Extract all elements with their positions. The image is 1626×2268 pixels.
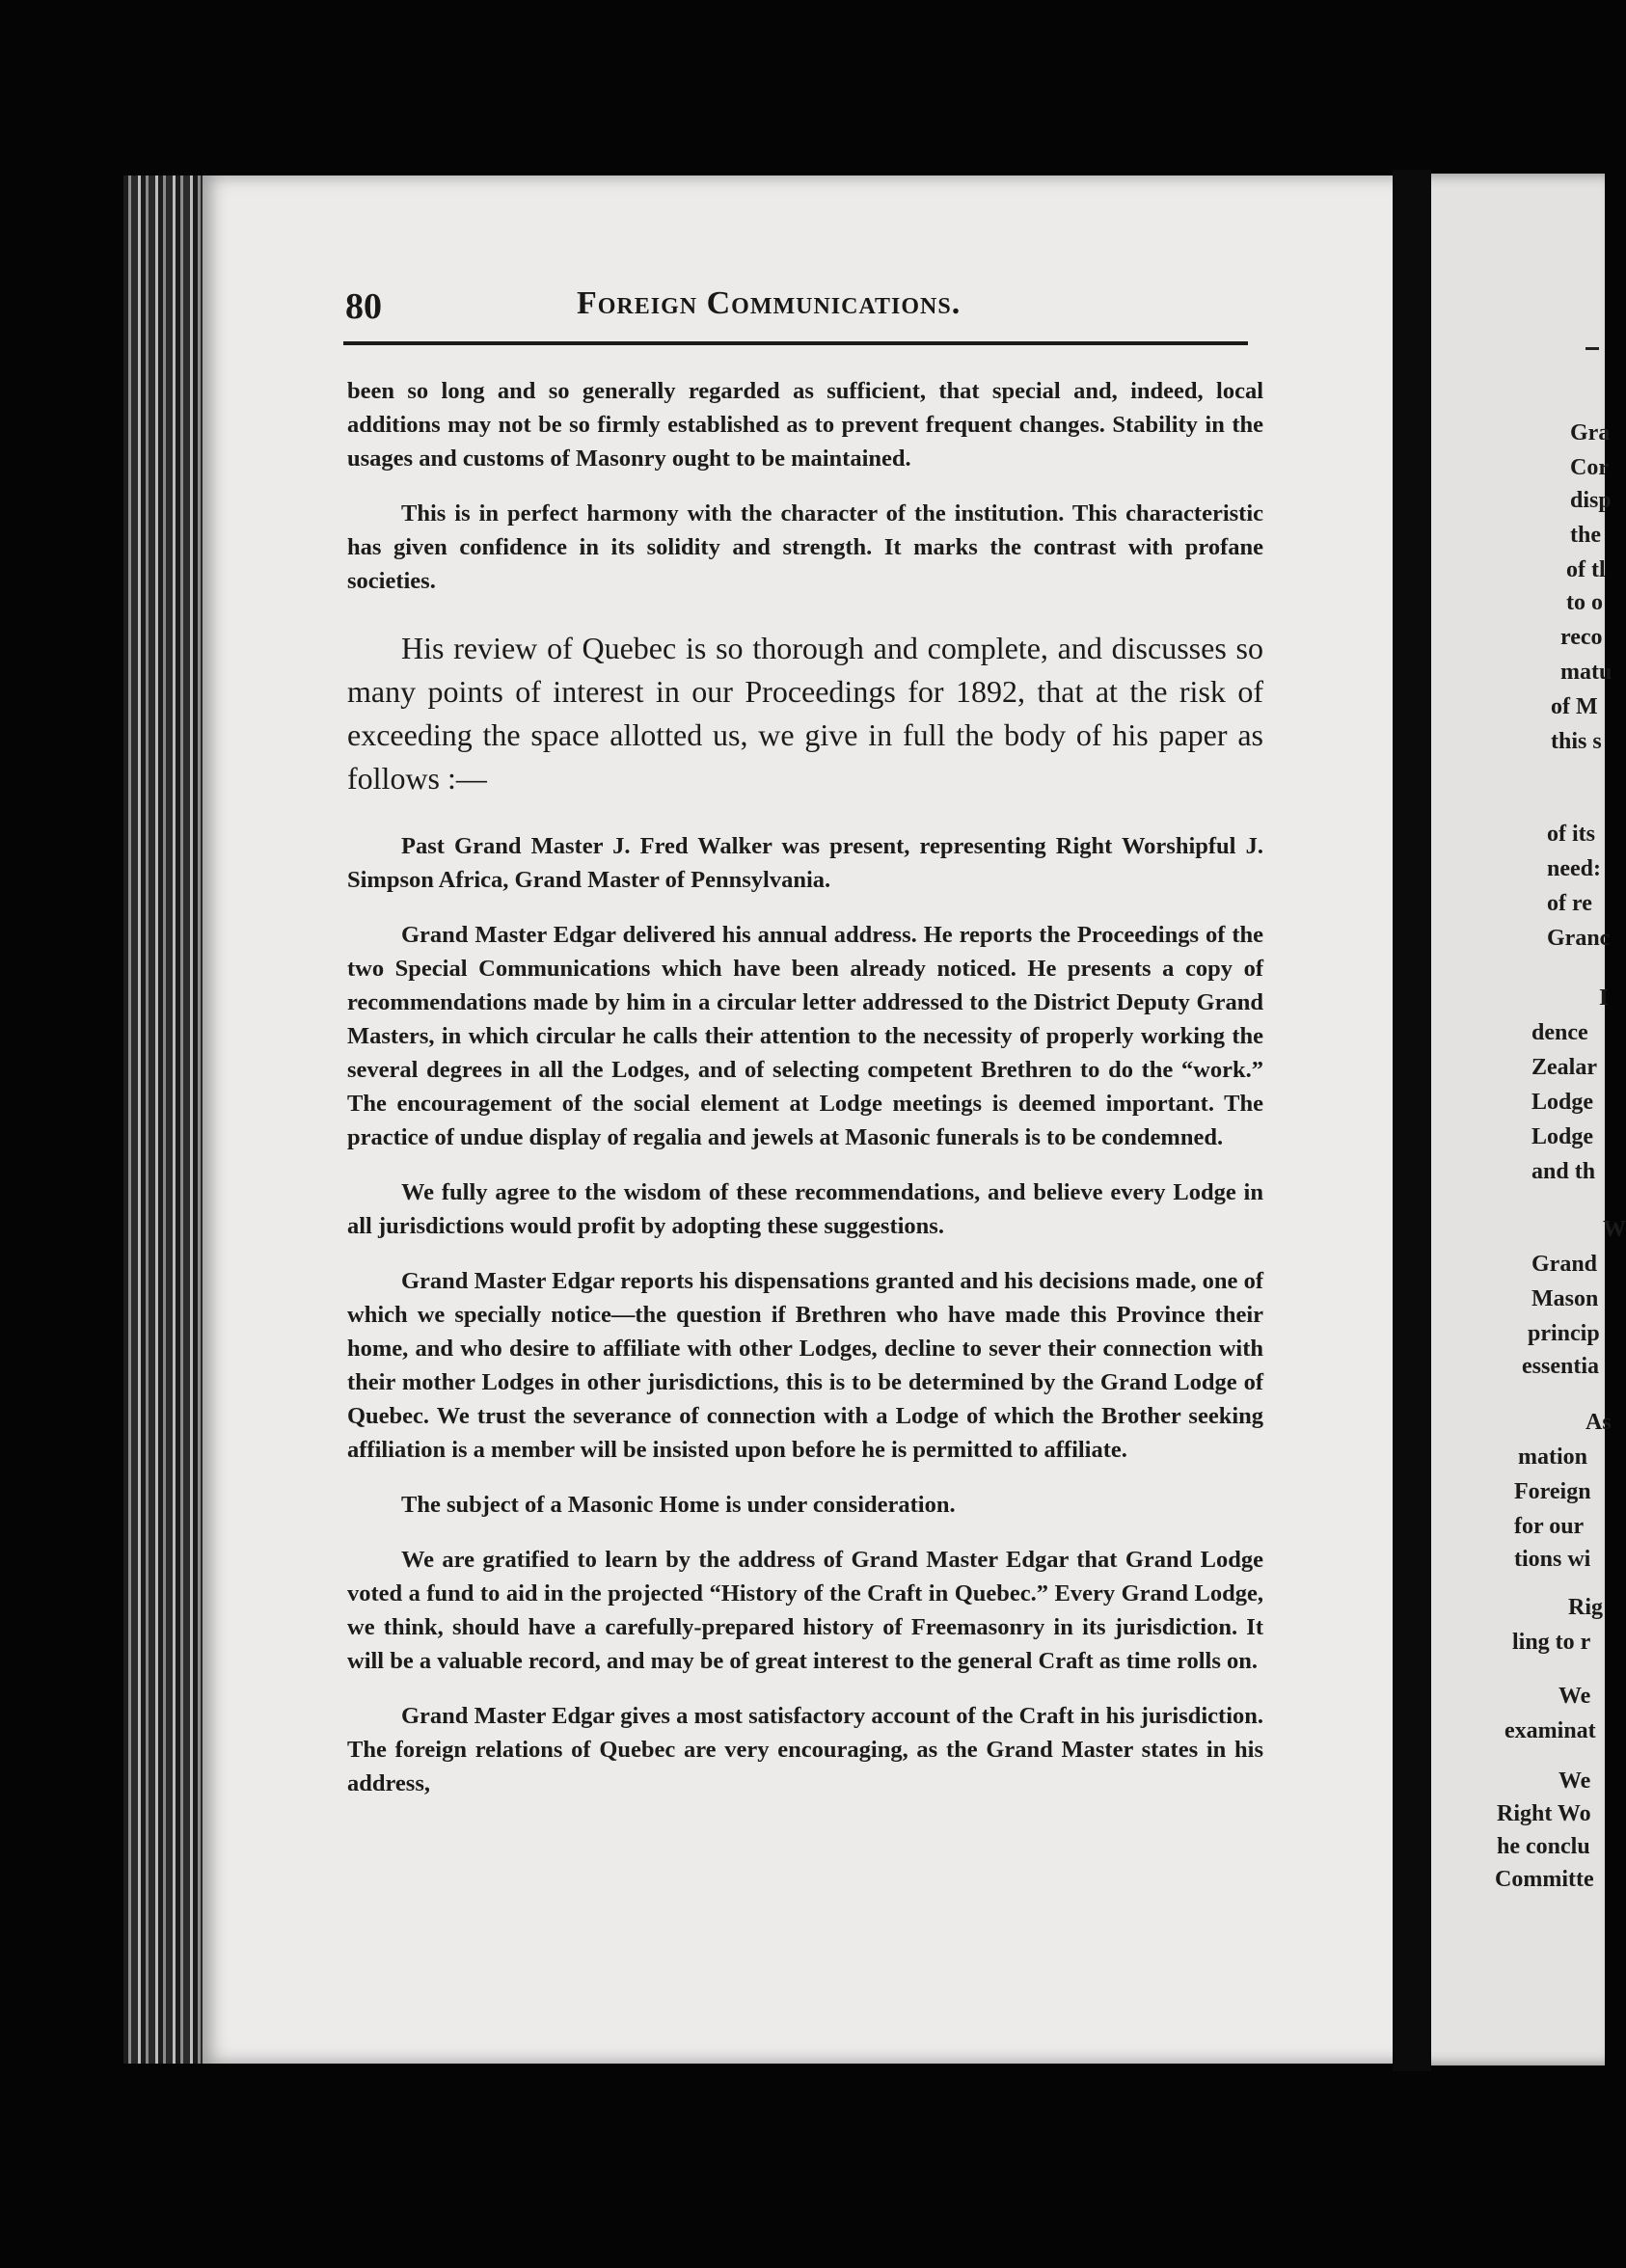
- right-page-rule-fragment: [1585, 347, 1599, 350]
- right-line: matu: [1560, 660, 1612, 685]
- right-line: to o: [1566, 590, 1603, 615]
- right-line: of re: [1547, 891, 1592, 916]
- paragraph-review-of-quebec: His review of Quebec is so thorough and complete, and discusses so many points of interest in our Proceedings for 1892, that at the risk of exceeding the space allotted us, we give in full the body of his paper as follows :—: [347, 631, 1263, 796]
- right-line: Granc: [1547, 926, 1611, 951]
- right-line: I: [1599, 986, 1609, 1011]
- right-line: examinat: [1504, 1718, 1596, 1743]
- right-line: Cor: [1570, 455, 1609, 480]
- right-line: Lodge: [1531, 1090, 1594, 1115]
- right-line: Zealar: [1531, 1055, 1597, 1080]
- right-line: reco: [1560, 625, 1603, 650]
- right-line: and th: [1531, 1159, 1596, 1184]
- paragraph-dispensations: Grand Master Edgar reports his dispensations granted and his decisions made, one of which we specially notice—the question if Brethren who have made this Province their home, and who desire to affiliate with other Lodges, decline to sever their connection with their mother Lodges in other jurisdictions, this is to be determined by the Grand Lodge of Quebec. We trust the severance of connection with a Lodge of which the Brother seeking affiliation is a member will be insisted upon before he is permitted to affiliate.: [347, 1268, 1263, 1463]
- right-line: this s: [1551, 729, 1602, 754]
- right-line: Foreign: [1514, 1479, 1591, 1504]
- right-line: need:: [1547, 856, 1601, 881]
- paragraph-institution: This is in perfect harmony with the character of the institution. This characteristic has given confidence in its solidity and strength. It marks the contrast with profane societies.: [347, 500, 1263, 594]
- paragraph-past-grand-master: Past Grand Master J. Fred Walker was present, representing Right Worshipful J. Simpson Africa, Grand Master of Pennsylvania.: [347, 833, 1263, 893]
- page-header: [345, 280, 1248, 334]
- paragraph-recommendations: We fully agree to the wisdom of these recommendations, and believe every Lodge in all jurisdictions would profit by adopting these suggestions.: [347, 1179, 1263, 1239]
- right-line: for our: [1514, 1514, 1585, 1539]
- right-line: essentia: [1522, 1354, 1599, 1379]
- paragraph-masonic-home: The subject of a Masonic Home is under consideration.: [401, 1492, 956, 1518]
- right-line: the: [1570, 523, 1601, 548]
- right-line: tions wi: [1514, 1547, 1591, 1572]
- right-line: W: [1603, 1217, 1626, 1242]
- right-line: Lodge: [1531, 1124, 1594, 1149]
- right-line: Rig: [1568, 1595, 1603, 1620]
- right-line: As: [1585, 1410, 1612, 1435]
- right-line: Committe: [1495, 1867, 1594, 1892]
- right-line: of its: [1547, 822, 1595, 847]
- right-line: he conclu: [1497, 1834, 1590, 1859]
- paragraph-continuation: been so long and so generally regarded as sufficient, that special and, indeed, local additions may not be so firmly established as to prevent frequent changes. Stability in the usages and customs of Masonry ought to be maintained.: [347, 378, 1263, 472]
- page-number: 80: [345, 286, 382, 327]
- running-title: Foreign Communications.: [577, 285, 962, 321]
- paragraph-history-fund: We are gratified to learn by the address of Grand Master Edgar that Grand Lodge voted a fund to aid in the projected “History of the Craft in Quebec.” Every Grand Lodge, we think, should have a carefully-prepared history of Freemasonry in its jurisdiction. It will be a valuable record, and may be of great interest to the general Craft as time rolls on.: [347, 1547, 1263, 1674]
- right-line: We: [1558, 1768, 1591, 1794]
- right-line: Mason: [1531, 1286, 1599, 1311]
- right-line: We: [1558, 1684, 1591, 1709]
- header-rule: [343, 341, 1248, 345]
- right-line: of tl: [1566, 557, 1606, 582]
- right-line: princip: [1528, 1321, 1600, 1346]
- right-line: disp: [1570, 488, 1612, 513]
- page-edges: [123, 176, 204, 2064]
- right-line: of M: [1551, 694, 1598, 719]
- right-line: Grand: [1531, 1252, 1598, 1277]
- right-line: ling to r: [1512, 1630, 1591, 1655]
- right-line: mation: [1518, 1444, 1587, 1470]
- paragraph-annual-address: Grand Master Edgar delivered his annual address. He reports the Proceedings of the two Special Communications which have been already noticed. He presents a copy of recommendations made by him in a circular letter addressed to the District Deputy Grand Masters, in which circular he calls their attention to the necessity of properly working the several degrees in all the Lodges, and of selecting competent Brethren to do the “work.” The encouragement of the social element at Lodge meetings is deemed important. The practice of undue display of regalia and jewels at Masonic funerals is to be condemned.: [347, 922, 1263, 1150]
- right-line: dence: [1531, 1020, 1588, 1045]
- book-gutter: [1393, 170, 1431, 2071]
- right-line: Gra: [1570, 420, 1611, 446]
- page-body: [347, 374, 1263, 1800]
- right-line: Right Wo: [1497, 1801, 1591, 1826]
- paragraph-foreign-relations: Grand Master Edgar gives a most satisfactory account of the Craft in his jurisdiction. The foreign relations of Quebec are very encouraging, as the Grand Master states in his address,: [347, 1703, 1263, 1796]
